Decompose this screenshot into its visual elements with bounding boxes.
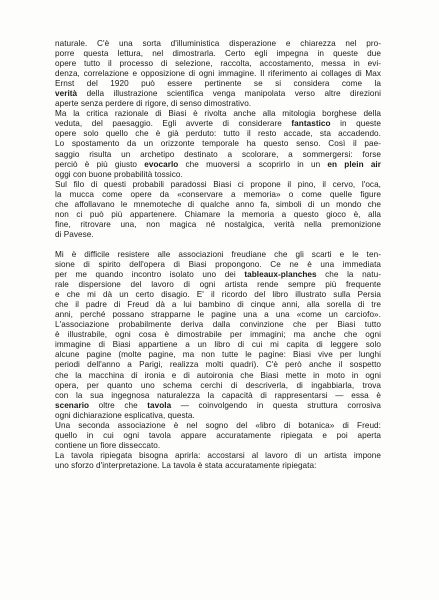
paragraph-gap	[55, 240, 381, 250]
text-line	[55, 431, 381, 441]
text-run: denza, correlazione e opposizione di ogni immagine. Il riferimento ai collages di Max Ernst del 1920 può essere pertinente se si considera come la	[55, 69, 381, 89]
text-run: ogni dichiarazione esplicativa, questa.	[55, 410, 195, 420]
text-line	[55, 150, 381, 160]
text-line	[55, 360, 381, 370]
text-run: per me quando incontro isolato uno dei	[55, 270, 245, 280]
text-line	[55, 260, 381, 270]
text-run: La tavola ripiegata bisogna aprirla: accostarsi al lavoro di un artista impone	[55, 450, 381, 460]
text-line	[55, 59, 381, 69]
text-run: e che mi dà un certo disagio. E' il ricordo del libro illustrato sulla Persia	[55, 290, 381, 300]
paragraph	[55, 109, 381, 179]
text-line	[55, 109, 381, 119]
text-run: perciò è più giusto	[55, 159, 145, 169]
text-line	[55, 391, 381, 401]
text-run: opere tutto il processo di selezione, raccolta, accostamento, messa in evi-	[55, 59, 381, 69]
text-run: naturale. C'è una sorta d'illuministica disperazione e chiarezza nel pro-	[55, 39, 381, 48]
text-line	[55, 280, 381, 290]
text-run: la mucca come opere da «conservare a memoria» o come quelle figure	[55, 189, 381, 199]
bold-term: scenario	[55, 400, 90, 410]
text-line	[55, 310, 381, 320]
text-line	[55, 451, 381, 461]
text-run: Mi è difficile resistere alle associazioni freudiane che gli scarti e le ten-	[55, 249, 381, 259]
text-run: non ci può più appartenere. Chiamare la memoria a questo gioco è, alla	[55, 209, 381, 219]
text-line	[55, 210, 381, 220]
text-run: porre questa lettura, nel dimostrarla. Certo egli impegna in queste due	[55, 49, 381, 59]
text-run: che la natu-	[316, 270, 381, 280]
text-run: della illustrazione scientifica venga manipolata verso altre direzioni	[77, 89, 381, 99]
text-run: saggio risulta un archetipo destinato a scolorare, a sommergersi: forse	[55, 149, 381, 159]
text-run: che affollavano le mnemoteche di qualche anno fa, simboli di un mondo che	[55, 199, 381, 209]
text-run: anni, perché possano strapparne le pagine una a una «come un carciofo».	[55, 310, 381, 320]
text-line	[55, 411, 381, 421]
text-run: Lo spostamento da un orizzonte temporale ha questo senso. Così il pae-	[55, 139, 381, 149]
text-run: alcune pagine (molte pagine, ma non tutte le pagine: Biasi vive per lunghi	[55, 350, 381, 360]
text-run: sione di spirito dell'opera di Biasi propongono. Ce ne è una immediata	[55, 259, 381, 269]
bold-term: verità	[55, 89, 78, 99]
text-run: in queste	[330, 119, 381, 129]
text-line	[55, 180, 381, 190]
text-run: — coinvolgendo in questa struttura corrosiva	[171, 400, 381, 410]
text-line	[55, 230, 381, 240]
text-run: contiene un fiore disseccato.	[55, 440, 161, 450]
text-line	[55, 401, 381, 411]
bold-term: fantastico	[291, 119, 331, 129]
text-line	[55, 89, 381, 99]
text-line	[55, 330, 381, 340]
text-run: opere solo quello che è già perduto: tutto il resto accade, sta accadendo.	[55, 129, 381, 139]
text-line	[55, 421, 381, 431]
text-run: oggi con buone probabilità tossico.	[55, 169, 183, 179]
bold-term: tableaux-planches	[244, 270, 317, 280]
bold-term: en plein air	[327, 159, 381, 169]
paragraph	[55, 451, 381, 471]
text-run: di Pavese.	[55, 229, 94, 239]
paragraph	[55, 421, 381, 451]
paragraph	[55, 180, 381, 240]
text-run: opera, per quanto uno schema cerchi di descriverla, di ingabbiarla, trova	[55, 380, 381, 390]
text-line	[55, 320, 381, 330]
text-line	[55, 39, 381, 49]
text-run: immagine di Biasi appartiene a un libro di cui mi capita di leggere solo	[55, 340, 381, 350]
text-line	[55, 250, 381, 260]
text-line	[55, 340, 381, 350]
text-line	[55, 200, 381, 210]
text-line	[55, 461, 381, 471]
text-line	[55, 119, 381, 129]
text-line	[55, 139, 381, 149]
text-line	[55, 49, 381, 59]
text-line	[55, 170, 381, 180]
text-run: quello in cui ogni tavola appare accuratamente ripiegata e poi aperta	[55, 430, 381, 440]
text-run: periodi dell'anno a Parigi, realizza molti quadri). C'è però anche il sospetto	[55, 360, 381, 370]
bold-term: tavola	[147, 400, 172, 410]
text-run: che muoversi a scoprirlo in un	[178, 159, 328, 169]
text-run: L'associazione probabilmente deriva dalla convinzione che per Biasi tutto	[55, 320, 381, 330]
paragraph	[55, 39, 381, 109]
text-run: veduta, del paesaggio. Egli avverte di considerare	[55, 119, 292, 129]
text-line	[55, 441, 381, 451]
text-line	[55, 69, 381, 89]
text-run: fine, ritrovare una, non magica né nostalgica, verità nella premonizione	[55, 219, 381, 229]
text-run: aperte senza perdere di rigore, di senso dimostrativo.	[55, 99, 252, 109]
text-line	[55, 220, 381, 230]
text-run: uno sforzo d'interpretazione. La tavola è stata accuratamente ripiegata:	[55, 460, 317, 470]
text-line	[55, 371, 381, 381]
paragraph	[55, 250, 381, 421]
text-column	[55, 39, 381, 471]
text-line	[55, 300, 381, 310]
text-line	[55, 350, 381, 360]
text-line	[55, 129, 381, 139]
text-line	[55, 381, 381, 391]
text-run: Ma la critica razionale di Biasi è rivolta anche alla mitologia borghese della	[55, 109, 381, 119]
text-line	[55, 270, 381, 280]
text-run: che il padre di Freud dà a lui bambino di cinque anni, alla sorella di tre	[55, 300, 381, 310]
text-run: Sul filo di questi probabili paradossi Biasi ci propone il pino, il cervo, l'oca,	[55, 179, 381, 189]
text-run: oltre che	[89, 400, 148, 410]
text-line	[55, 190, 381, 200]
text-line	[55, 99, 381, 109]
text-run: rale dispersione del lavoro di ogni artista rende sempre più frequente	[55, 280, 381, 290]
text-line	[55, 290, 381, 300]
text-run: che la macchina di ironia e di autoironia che Biasi mette in moto in ogni	[55, 370, 381, 380]
text-run: è illustrabile, ogni cosa è dimostrabile per immagini; ma anche che ogni	[55, 330, 381, 340]
text-run: Una seconda associazione è nel sogno del «libro di botanica» di Freud:	[55, 420, 381, 430]
bold-term: evocarlo	[144, 159, 179, 169]
text-line	[55, 160, 381, 170]
text-run: con la sua ingegnosa naturalezza la capacità di rappresentarsi — essa è	[55, 390, 381, 400]
